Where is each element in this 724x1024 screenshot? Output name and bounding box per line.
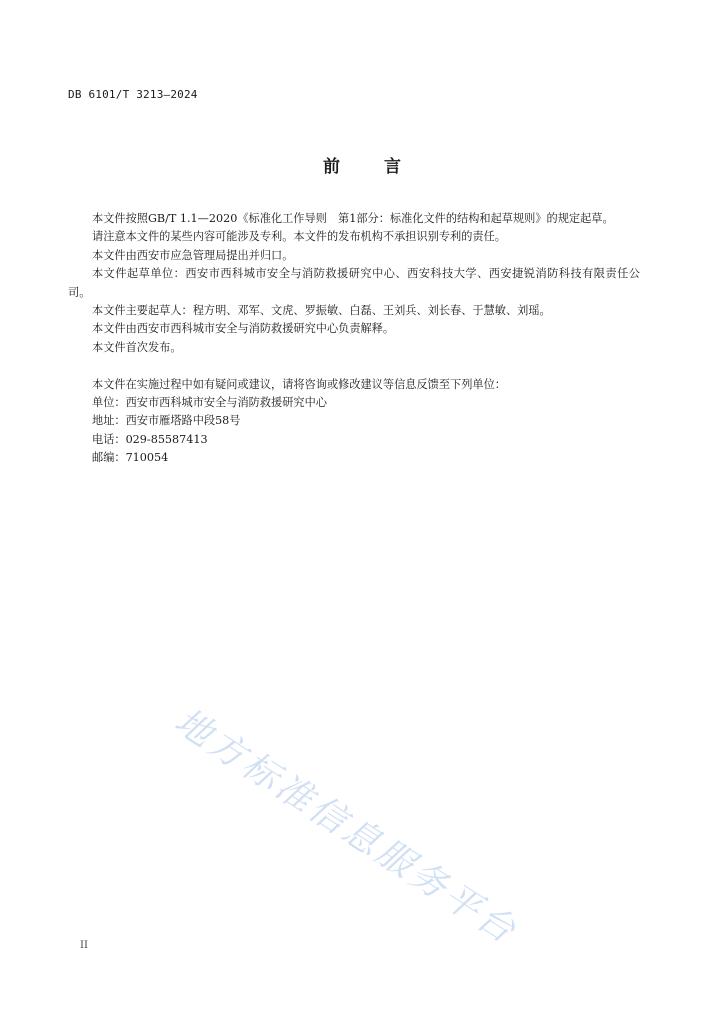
paragraph-interpretation: 本文件由西安市西科城市安全与消防救援研究中心负责解释。 <box>92 322 395 336</box>
contact-phone: 电话：029-85587413 <box>92 432 208 446</box>
title-char-1: 前 <box>323 157 340 177</box>
paragraph-drafters: 本文件主要起草人：程方明、邓军、文虎、罗振敏、白磊、王刘兵、刘长春、于慧敏、刘瑶。 <box>92 304 551 318</box>
contact-address: 地址：西安市雁塔路中段58号 <box>92 414 241 428</box>
page-number: II <box>80 940 88 951</box>
paragraph-drafting-units: 本文件起草单位：西安市西科城市安全与消防救援研究中心、西安科技大学、西安捷锐消防科技有限责任公司。 <box>68 267 640 299</box>
paragraph-first-release: 本文件首次发布。 <box>92 340 182 354</box>
spacer <box>68 357 640 375</box>
watermark: 地方标准信息服务平台 <box>167 700 526 954</box>
foreword-body <box>68 210 640 468</box>
title-char-2: 言 <box>384 157 401 177</box>
contact-block <box>68 376 640 468</box>
page-title <box>0 152 724 177</box>
paragraph-drafting-rules: 本文件按照GB/T 1.1—2020《标准化工作导则 第1部分：标准化文件的结构和起草规则》的规定起草。 <box>92 212 614 225</box>
paragraph-proposer: 本文件由西安市应急管理局提出并归口。 <box>92 248 294 262</box>
contact-postcode: 邮编：710054 <box>92 451 169 465</box>
paragraph-patent-notice: 请注意本文件的某些内容可能涉及专利。本文件的发布机构不承担识别专利的责任。 <box>92 230 506 244</box>
document-code: DB 6101/T 3213—2024 <box>68 88 198 101</box>
contact-unit: 单位：西安市西科城市安全与消防救援研究中心 <box>92 396 327 410</box>
contact-intro: 本文件在实施过程中如有疑问或建议，请将咨询或修改建议等信息反馈至下列单位： <box>92 377 506 391</box>
